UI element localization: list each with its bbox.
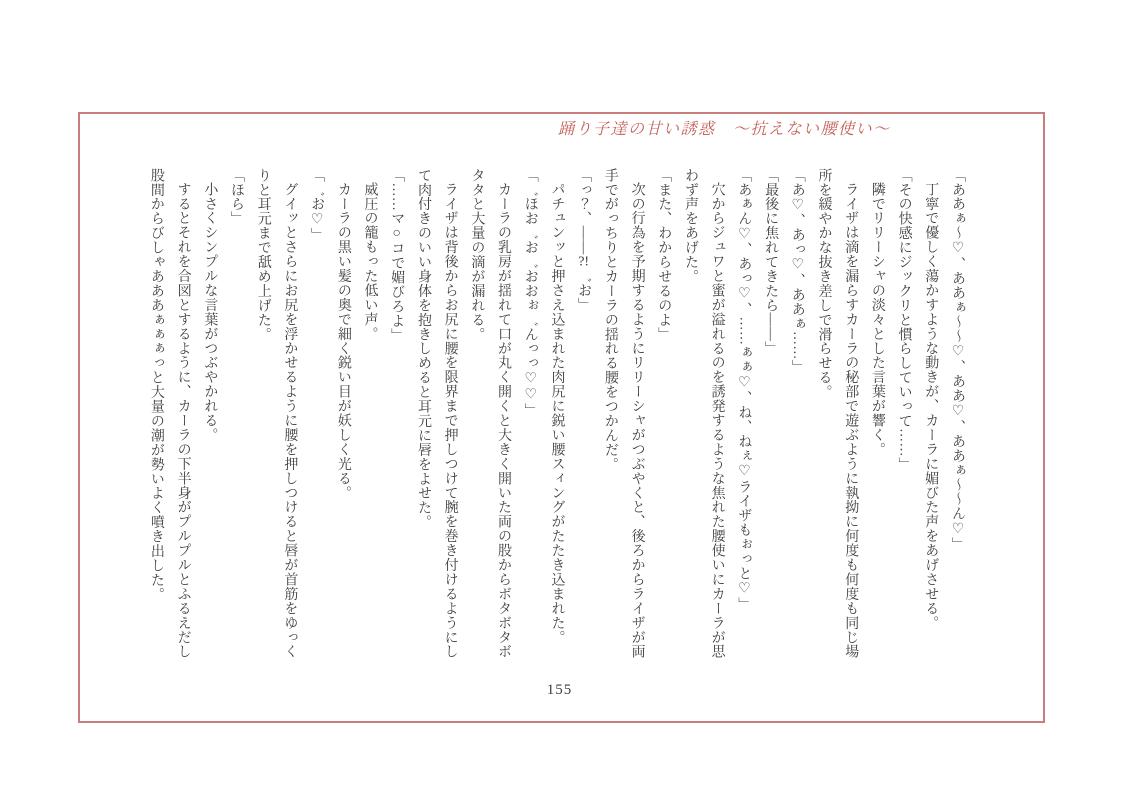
paragraph: ライザは滴を漏らすカーラの秘部で遊ぶように執拗に何度も何度も同じ場所を緩やかな抜き差しで滑らせる。 [816, 168, 859, 659]
paragraph: カーラの黒い髪の奥で細く鋭い目が妖しく光る。 [335, 182, 351, 500]
tatechuyoko: ?! [578, 254, 590, 269]
paragraph: 「また、わからせるのよ」 [656, 168, 672, 342]
paragraph: 「あぁん♡、あっ♡、……ぁぁ♡、ね、ねぇ♡ライザもぉっと♡」 [736, 168, 752, 612]
paragraph: 隣でリリーシャの淡々とした言葉が響く。 [869, 182, 885, 457]
paragraph: 「その快感にジックリと慣らしていって……」 [896, 168, 912, 472]
paragraph: 次の行為を予期するようにリリーシャがつぶやくと、後ろからライザが両手でがっちりとカーラの揺れる腰をつかんだ。 [602, 168, 645, 659]
paragraph: グイッとさらにお尻を浮かせるように腰を押しつけると唇が首筋をゆっくりと耳元まで舐め上げた。 [255, 168, 298, 659]
paragraph: 「゛お♡」 [309, 168, 325, 243]
paragraph: 「っ？、――?!゛お」 [576, 168, 592, 313]
paragraph: 「゛ほお゛お゛おおぉ゛んっっ♡♡」 [522, 168, 538, 418]
paragraph: カーラの乳房が揺れて口が丸く開くと大きく開いた両の股からボタボタボタタと大量の滴が漏れる。 [469, 168, 512, 659]
paragraph: 穴からジュワと蜜が溢れるのを誘発するような焦れた腰使いにカーラが思わず声をあげた。 [682, 168, 725, 659]
chapter-title: 踊り子達の甘い誘惑 〜抗えない腰使い〜 [558, 121, 891, 138]
paragraph: パチュンッと押さえ込まれた肉尻に鋭い腰スィングがたたき込まれた。 [549, 182, 565, 645]
paragraph: 「最後に焦れてきたら――」 [763, 168, 779, 356]
paragraph: 小さくシンプルな言葉がつぶやかれる。 [202, 182, 218, 443]
paragraph: するとそれを合図とするように、カーラの下半身がプルプルとふるえだし股間からびしゃあああぁぁぁっと大量の潮が勢いよく噴き出した。 [148, 168, 191, 659]
paragraph: 丁寧で優しく蕩かすような動きが、カーラに媚びた声をあげさせる。 [923, 182, 939, 630]
paragraph: 「あ♡、あっ♡、ああぁ……」 [789, 168, 805, 375]
paragraph: 「……マ○コで媚びろよ」 [389, 168, 405, 343]
paragraph: 威圧の籠もった低い声。 [362, 182, 378, 341]
body-text [142, 168, 970, 660]
paragraph: 「ほら」 [229, 168, 245, 226]
paragraph: 「ああぁ〜♡、ああぁ〜〜♡、ああ♡、ああぁ〜〜ん♡」 [950, 168, 965, 552]
page-number: 155 [546, 682, 573, 698]
paragraph: ライザは背後からお尻に腰を限界まで押しつけて腕を巻き付けるようにして肉付きのいい身体を抱きしめると耳元に唇をよせた。 [415, 168, 458, 659]
